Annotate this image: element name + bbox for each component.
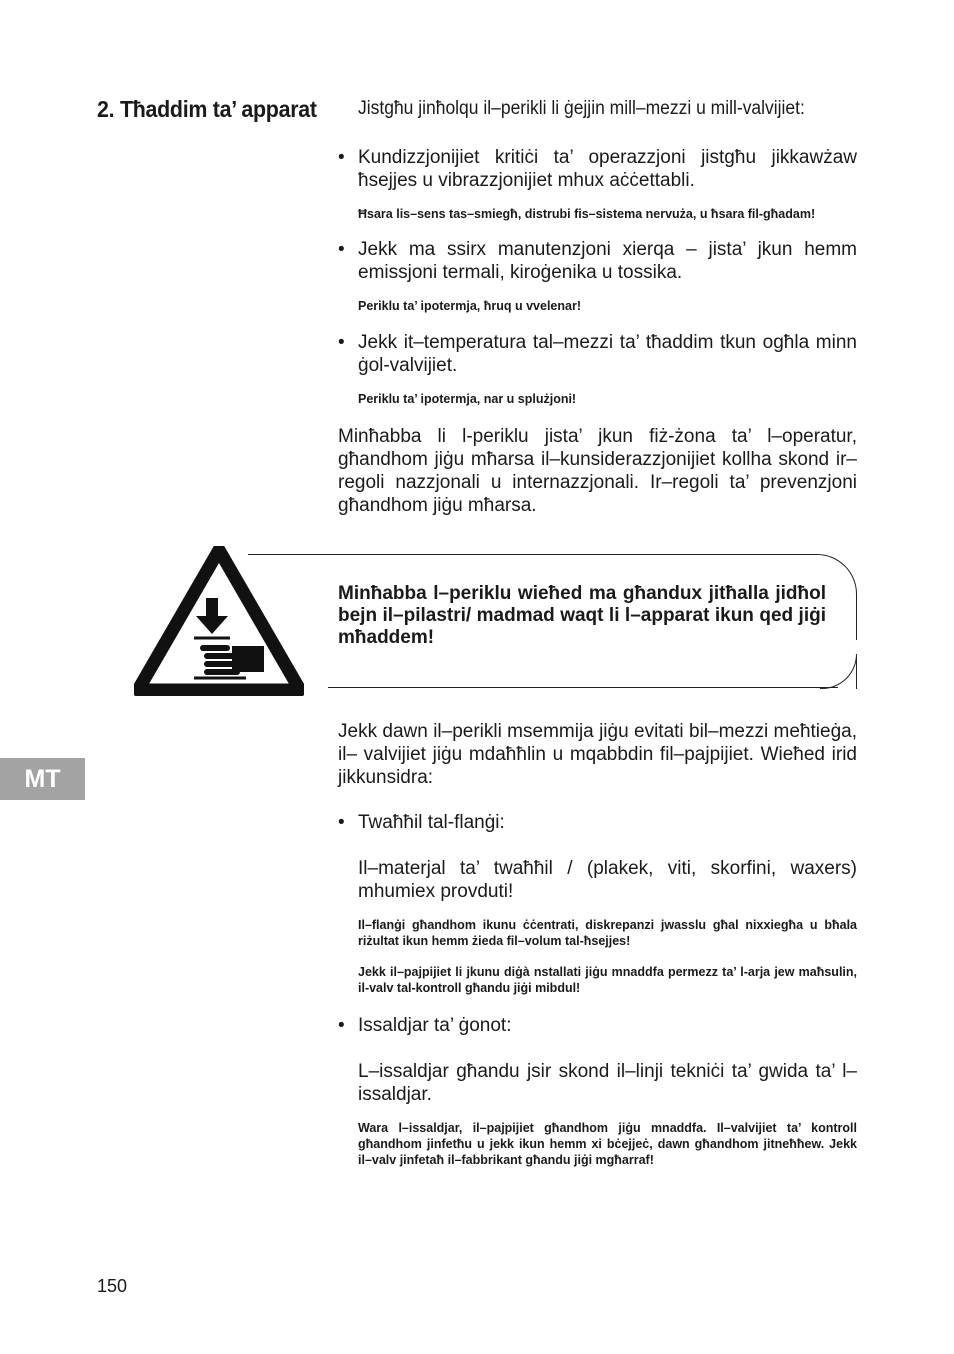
paragraph-installation: Jekk dawn il–perikli msemmija jiġu evitati bil–mezzi meħtieġa, il– valvijiet jiġu mdaħħlin u mqabbdin fil–pajpijiet. Wieħed irid jikkunsidra: bbox=[338, 721, 857, 788]
bullet-dot: • bbox=[338, 332, 345, 353]
item-body: Il–materjal ta’ twaħħil / (plakek, viti, skorfini, waxers) mhumiex provduti! bbox=[358, 858, 857, 902]
item-body: L–issaldjar għandu jsir skond il–linji tekniċi ta’ gwida ta’ l–issaldjar. bbox=[358, 1061, 857, 1105]
page-number: 150 bbox=[97, 1276, 128, 1296]
bullet-dot: • bbox=[338, 239, 345, 260]
bullet-dot: • bbox=[338, 1015, 345, 1036]
bullet-dot: • bbox=[338, 812, 345, 833]
installation-item bbox=[338, 811, 857, 996]
item-title: Issaldjar ta’ ġonot: bbox=[358, 1015, 512, 1036]
item-title: Twaħħil tal-flanġi: bbox=[358, 812, 505, 833]
item-note: Il–flanġi għandhom ikunu ċċentrati, diskrepanzi jwasslu għal nixxiegħa u bħala riżultat ikun hemm żieda fil–volum tal-ħsejjes! bbox=[358, 918, 857, 948]
warning-frame-bottom bbox=[328, 687, 838, 688]
installation-item bbox=[338, 1014, 857, 1168]
section-intro: Jistgħu jinħolqu il–perikli li ġejjin mill–mezzi u mill-valvijiet: bbox=[358, 98, 805, 119]
language-tab: MT bbox=[0, 758, 85, 800]
warning-text: Minħabba l–periklu wieħed ma għandux jitħalla jidħol bejn il–pilastri/ madmad waqt li l–apparat ikun qed jiġi mħaddem! bbox=[338, 583, 826, 648]
paragraph-regulations: Minħabba li l-periklu jista’ jkun fiż-żona ta’ l–operatur, għandhom jiġu mħarsa il–kunsiderazzjonijiet kollha skond ir–regoli nazzjonali u internazzjonali. Ir–regoli ta’ prevenzjoni għandhom jiġu mħarsa. bbox=[338, 426, 857, 516]
section-heading: 2. Tħaddim ta’ apparat bbox=[97, 96, 317, 122]
bullet-dot: • bbox=[338, 147, 345, 168]
hazard-text: Jekk it–temperatura tal–mezzi ta’ tħaddim tkun ogħla minn ġol-valvijiet. bbox=[358, 332, 857, 376]
hazard-note: Ħsara lis–sens tas–smiegħ, distrubi fis–sistema nervuża, u ħsara fil-għadam! bbox=[358, 207, 816, 221]
hazard-text: Jekk ma ssirx manutenzjoni xierqa – jista’ jkun hemm emissjoni termali, kiroġenika u tossika. bbox=[358, 239, 857, 283]
hazard-item bbox=[338, 238, 857, 314]
item-note: Wara l–issaldjar, il–pajpijiet għandhom jiġu mnaddfa. Il–valvijiet ta’ kontroll għandhom jinfetħu u jekk ikun hemm xi bċejjeċ, dawn għandhom jitneħħew. Jekk il–valv jinfetaħ il–fabbrikant għandu jiġi mgħarraf! bbox=[358, 1121, 857, 1167]
item-note: Jekk il–pajpijiet li jkunu diġà nstallati jiġu mnaddfa permezz ta’ l-arja jew maħsulin, il-valv tal-kontroll għandu jiġi mibdul! bbox=[358, 965, 857, 995]
hazard-note: Periklu ta’ ipotermja, nar u splużjoni! bbox=[358, 392, 577, 406]
hazard-item bbox=[338, 146, 857, 222]
hazard-item bbox=[338, 331, 857, 407]
hazard-text: Kundizzjonijiet kritiċi ta’ operazzjoni jistgħu jikkawżaw ħsejjes u vibrazzjonijiet mhux aċċettabli. bbox=[358, 147, 857, 191]
hazard-note: Periklu ta’ ipotermja, ħruq u vvelenar! bbox=[358, 299, 581, 313]
hand-crush-warning-icon bbox=[134, 546, 304, 696]
